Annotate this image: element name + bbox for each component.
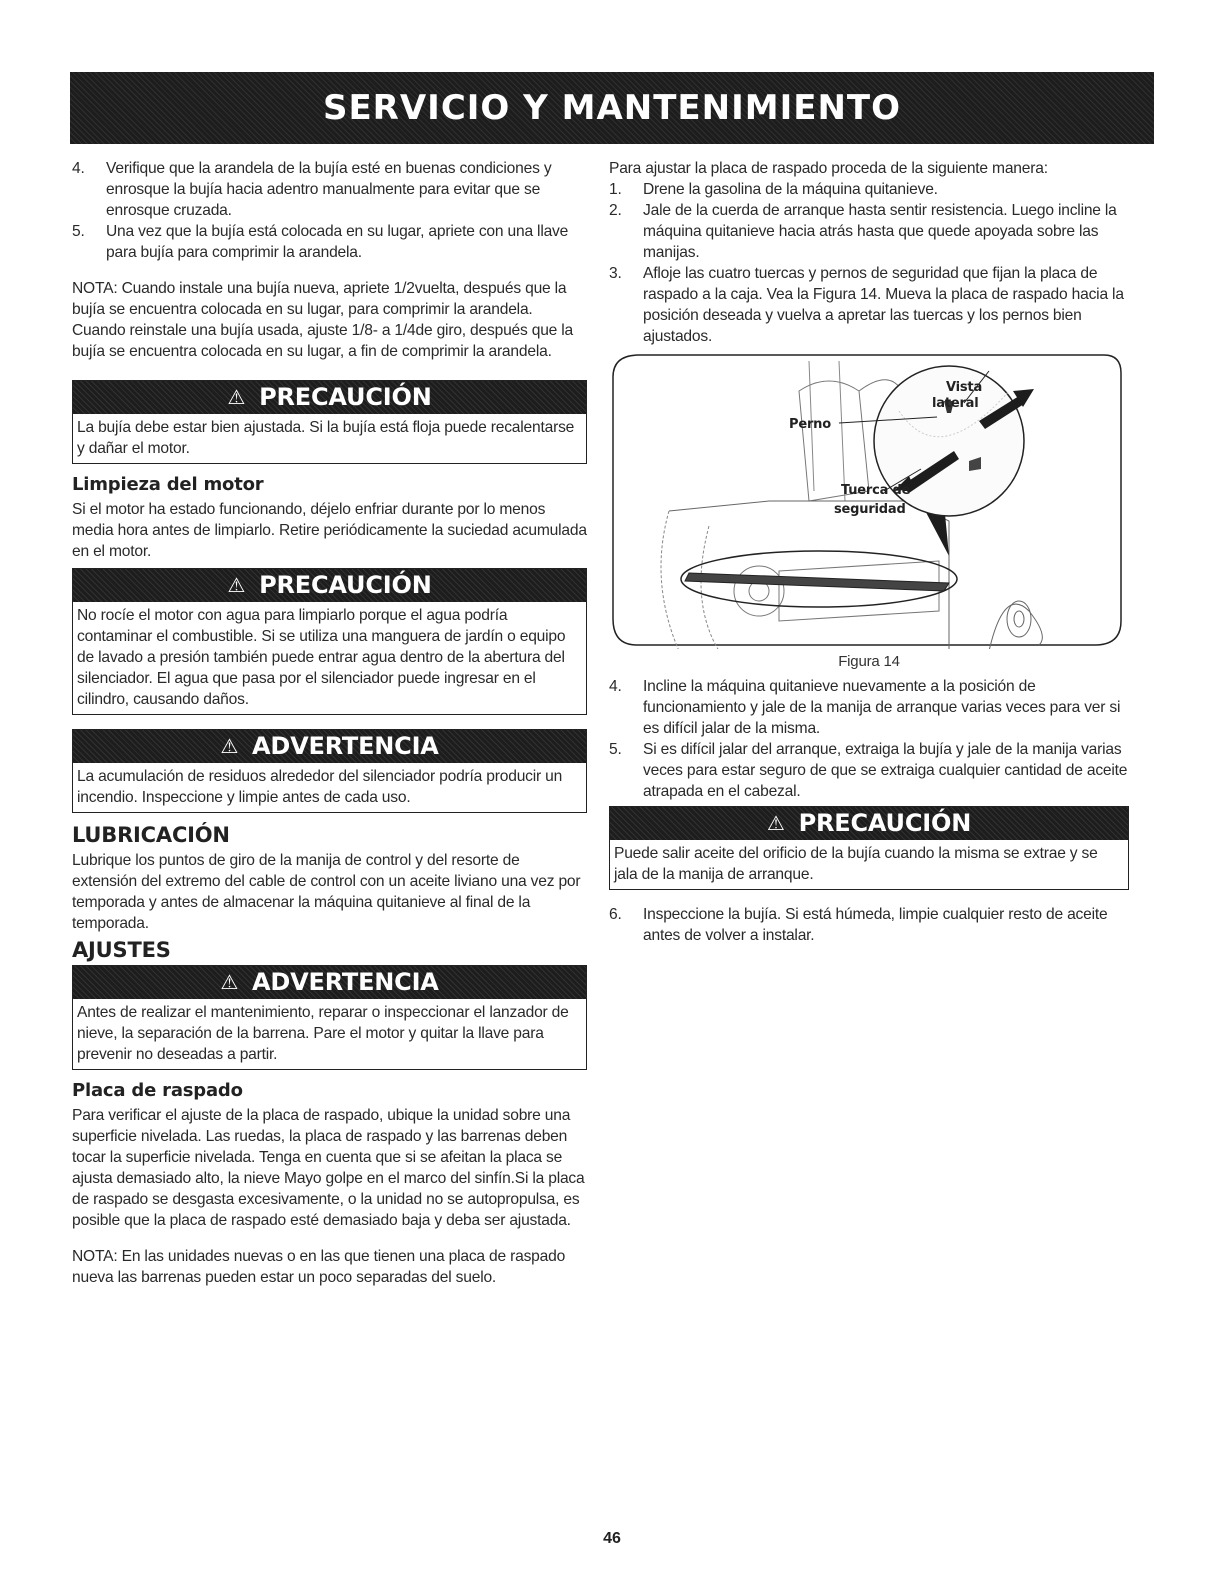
list-item xyxy=(609,904,1129,946)
paragraph: Para verificar el ajuste de la placa de raspado, ubique la unidad sobre una superficie nivelada. Las ruedas, la placa de raspado y las barrenas deben tocar la superficie nivelada. Tenga en cuenta que si se afeitan la placa se ajusta demasiado alto, la nieve Mayo golpe en el marco del sinfín.Si la placa de raspado se desgasta excesivamente, o la unidad no se autopropulsa, es posible que la placa de raspado esté demasiado baja y deba ser ajustada. xyxy=(72,1107,585,1229)
caution-text: La bujía debe estar bien ajustada. Si la bujía está floja puede recalentarse y dañar el motor. xyxy=(77,419,575,457)
step-text: Si es difícil jalar del arranque, extraiga la bujía y jale de la manija varias veces para estar seguro de que se extraiga cualquier cantidad de aceite atrapada en el cabezal. xyxy=(643,741,1128,800)
paragraph: Para ajustar la placa de raspado proceda de la siguiente manera: xyxy=(609,160,1048,177)
warning-title: ADVERTENCIA xyxy=(252,968,439,996)
step-number: 4. xyxy=(72,160,85,177)
caution-title: PRECAUCIÓN xyxy=(798,809,972,837)
left-column xyxy=(72,158,587,1288)
warning-text: La acumulación de residuos alrededor del silenciador podría producir un incendio. Inspeccione y limpie antes de cada uso. xyxy=(77,768,563,806)
list-item xyxy=(609,179,1129,200)
warning-box xyxy=(72,729,587,813)
warning-triangle-icon: ⚠ xyxy=(227,385,246,409)
step-text: Afloje las cuatro tuercas y pernos de seguridad que fijan la placa de raspado a la caja. Vea la Figura 14. Mueva la placa de raspado hacia la posición deseada y vuelva a apretar las tuercas y los pernos bien ajustados. xyxy=(643,265,1124,345)
list-item xyxy=(609,739,1129,802)
step-number: 1. xyxy=(609,181,622,198)
list-item xyxy=(72,221,587,263)
page-title: SERVICIO Y MANTENIMIENTO xyxy=(322,88,902,128)
step-number: 4. xyxy=(609,678,622,695)
step-text: Inspeccione la bujía. Si está húmeda, limpie cualquier resto de aceite antes de volver a instalar. xyxy=(643,906,1108,944)
section-header-banner xyxy=(70,72,1154,144)
label-lateral: lateral xyxy=(932,396,979,411)
step-number: 5. xyxy=(609,741,622,758)
figure-14 xyxy=(609,351,1125,649)
list-item xyxy=(609,200,1129,263)
right-column xyxy=(609,158,1129,946)
step-text: Verifique que la arandela de la bujía esté en buenas condiciones y enrosque la bujía hacia adentro manualmente para evitar que se enrosque cruzada. xyxy=(106,160,552,219)
caution-text: No rocíe el motor con agua para limpiarlo porque el agua podría contaminar el combustible. Si se utiliza una manguera de jardín o equipo de lavado a presión también puede entrar agua dentro de la abertura del silenciador. El agua que pasa por el silenciador puede ingresar en el cilindro, causando daños. xyxy=(77,607,566,708)
section-heading: LUBRICACIÓN xyxy=(72,823,230,847)
warning-triangle-icon: ⚠ xyxy=(220,970,239,994)
warning-triangle-icon: ⚠ xyxy=(766,811,785,835)
warning-triangle-icon: ⚠ xyxy=(220,734,239,758)
paragraph: Lubrique los puntos de giro de la manija de control y del resorte de extensión del extremo del cable de control con un aceite liviano una vez por temporada y antes de almacenar la máquina quitanieve al final de la temporada. xyxy=(72,852,581,932)
caution-text: Puede salir aceite del orificio de la bujía cuando la misma se extrae y se jala de la manija de arranque. xyxy=(614,845,1098,883)
warning-box xyxy=(72,965,587,1070)
section-heading: AJUSTES xyxy=(72,938,171,962)
warning-title: ADVERTENCIA xyxy=(252,732,439,760)
step-text: Una vez que la bujía está colocada en su lugar, apriete con una llave para bujía para comprimir la arandela. xyxy=(106,223,569,261)
list-item xyxy=(609,676,1129,739)
caution-header xyxy=(73,569,586,602)
step-number: 6. xyxy=(609,906,622,923)
label-vista: Vista xyxy=(946,380,983,395)
warning-text: Antes de realizar el mantenimiento, reparar o inspeccionar el lanzador de nieve, la separación de la barrena. Pare el motor y quitar la llave para prevenir no deseadas a partir. xyxy=(77,1004,569,1063)
step-text: Drene la gasolina de la máquina quitanieve. xyxy=(643,181,938,198)
caution-title: PRECAUCIÓN xyxy=(259,383,432,411)
step-text: Incline la máquina quitanieve nuevamente a la posición de funcionamiento y jale de la manija de arranque varias veces para ver si es difícil jalar de la misma. xyxy=(643,678,1121,737)
warning-header xyxy=(73,730,586,763)
label-perno: Perno xyxy=(789,417,831,432)
list-item xyxy=(72,158,587,221)
scraper-plate-illustration xyxy=(609,351,1125,649)
caution-header xyxy=(73,381,586,414)
caution-box xyxy=(609,806,1129,890)
note-paragraph: NOTA: Cuando instale una bujía nueva, apriete 1/2vuelta, después que la bujía se encuentra colocada en su lugar, para comprimir la arandela. Cuando reinstale una bujía usada, ajuste 1/8- a 1/4de giro, después que la bujía se encuentra colocada en su lugar, a fin de comprimir la arandela. xyxy=(72,280,574,360)
step-text: Jale de la cuerda de arranque hasta sentir resistencia. Luego incline la máquina quitanieve hacia atrás hasta que quede apoyada sobre las manijas. xyxy=(643,202,1117,261)
note-paragraph: NOTA: En las unidades nuevas o en las que tienen una placa de raspado nueva las barrenas pueden estar un poco separadas del suelo. xyxy=(72,1248,566,1286)
list-item xyxy=(609,263,1129,347)
step-number: 2. xyxy=(609,202,622,219)
page-number: 46 xyxy=(603,1530,621,1547)
step-number: 5. xyxy=(72,223,85,240)
step-number: 3. xyxy=(609,265,622,282)
section-heading: Placa de raspado xyxy=(72,1080,243,1101)
paragraph: Si el motor ha estado funcionando, déjelo enfriar durante por lo menos media hora antes de limpiarlo. Retire periódicamente la suciedad acumulada en el motor. xyxy=(72,501,587,560)
caution-title: PRECAUCIÓN xyxy=(259,571,432,599)
caution-header xyxy=(610,807,1128,840)
label-seguridad: seguridad xyxy=(834,502,906,517)
warning-header xyxy=(73,966,586,999)
figure-caption: Figura 14 xyxy=(838,653,900,670)
section-heading: Limpieza del motor xyxy=(72,474,264,495)
warning-triangle-icon: ⚠ xyxy=(227,573,246,597)
caution-box xyxy=(72,380,587,464)
caution-box xyxy=(72,568,587,715)
label-tuerca: Tuerca de xyxy=(841,483,911,498)
